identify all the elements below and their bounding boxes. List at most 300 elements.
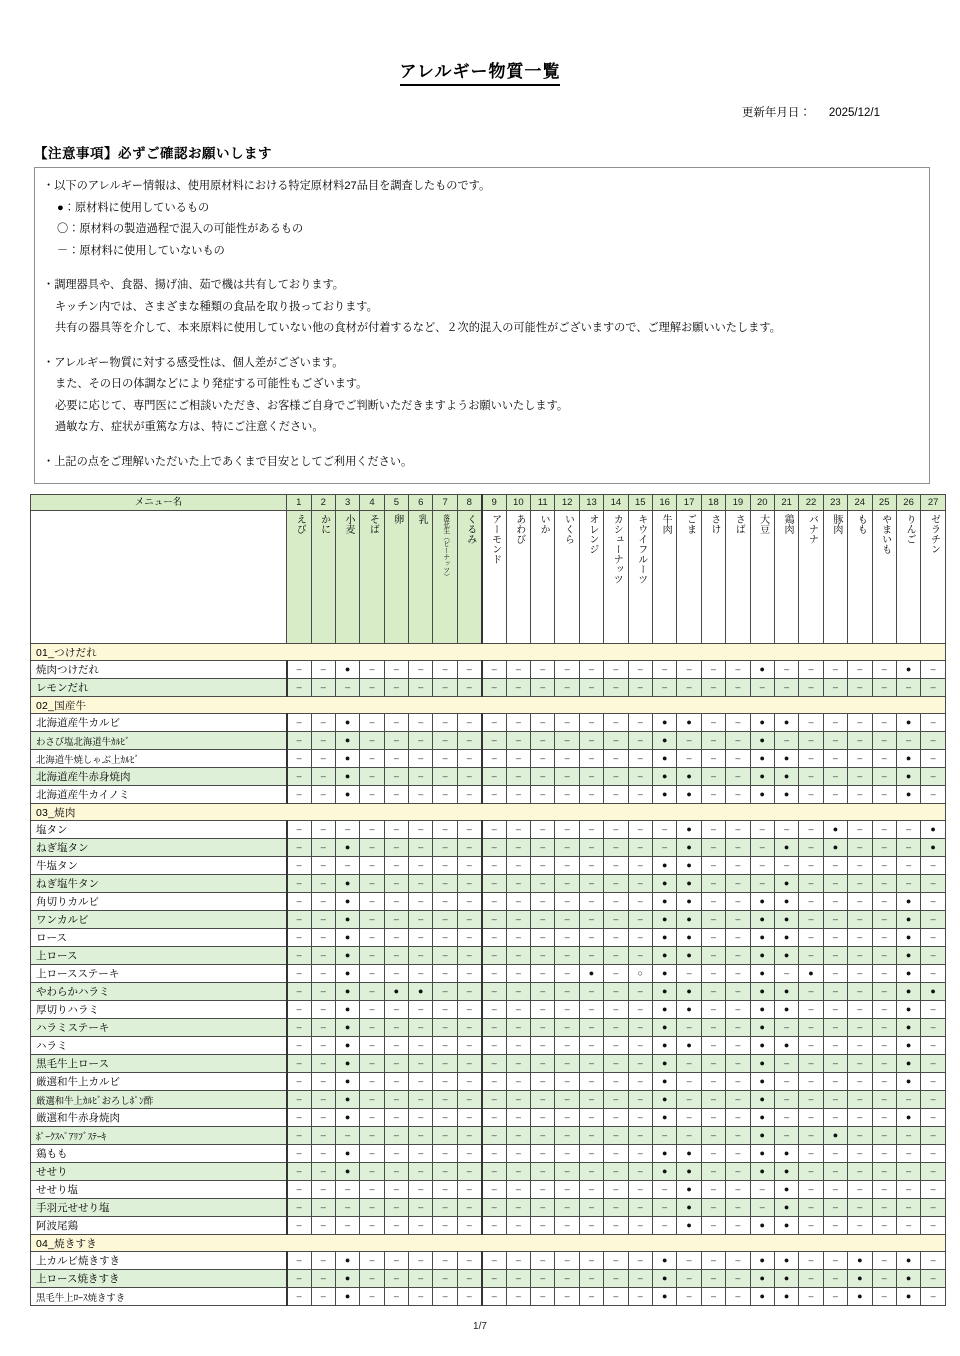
allergen-cell-2 bbox=[311, 679, 335, 697]
allergen-cell-8 bbox=[457, 1055, 481, 1073]
allergen-cell-10 bbox=[506, 732, 530, 750]
allergen-cell-23 bbox=[823, 947, 847, 965]
allergen-cell-16 bbox=[652, 947, 676, 965]
allergen-name-label: 豚肉 bbox=[830, 514, 842, 535]
allergen-name-label: あわび bbox=[513, 514, 525, 545]
table-body bbox=[31, 644, 946, 1306]
allergen-cell-5 bbox=[384, 1145, 408, 1163]
allergen-cell-5 bbox=[384, 1073, 408, 1091]
menu-item-name: せせり bbox=[31, 1163, 287, 1181]
table-row bbox=[31, 1073, 946, 1091]
allergen-cell-8 bbox=[457, 768, 481, 786]
allergen-cell-23 bbox=[823, 1163, 847, 1181]
allergen-cell-17 bbox=[677, 821, 701, 839]
allergen-cell-14 bbox=[604, 929, 628, 947]
allergen-cell-13 bbox=[579, 1073, 603, 1091]
category-label: 04_焼きすき bbox=[31, 1235, 946, 1252]
allergen-cell-7 bbox=[433, 750, 457, 768]
allergen-cell-8 bbox=[457, 1091, 481, 1109]
allergen-cell-7 bbox=[433, 1019, 457, 1037]
allergen-name-label: キウイフルーツ bbox=[635, 514, 647, 585]
column-number-2: 2 bbox=[311, 495, 335, 511]
allergen-cell-10 bbox=[506, 786, 530, 804]
allergen-cell-26 bbox=[896, 1001, 920, 1019]
allergen-cell-3 bbox=[335, 1073, 359, 1091]
allergen-cell-25 bbox=[872, 679, 896, 697]
allergen-cell-19 bbox=[726, 983, 750, 1001]
allergen-cell-4 bbox=[360, 821, 384, 839]
category-label: 02_国産牛 bbox=[31, 697, 946, 714]
allergen-header-9 bbox=[482, 511, 506, 644]
allergen-cell-18 bbox=[701, 1037, 725, 1055]
allergen-cell-13 bbox=[579, 947, 603, 965]
allergen-cell-17 bbox=[677, 661, 701, 679]
allergen-cell-9 bbox=[482, 1199, 506, 1217]
allergen-cell-8 bbox=[457, 1073, 481, 1091]
menu-item-name: やわらかハラミ bbox=[31, 983, 287, 1001]
allergen-cell-1 bbox=[287, 947, 311, 965]
allergen-cell-19 bbox=[726, 1145, 750, 1163]
allergen-cell-15 bbox=[628, 786, 652, 804]
allergen-cell-10 bbox=[506, 1217, 530, 1235]
allergen-cell-20 bbox=[750, 1091, 774, 1109]
allergen-cell-3 bbox=[335, 1270, 359, 1288]
allergen-cell-6 bbox=[409, 1109, 433, 1127]
allergen-cell-16 bbox=[652, 1252, 676, 1270]
allergen-cell-10 bbox=[506, 1037, 530, 1055]
allergen-cell-12 bbox=[555, 786, 579, 804]
allergen-name-label: くるみ bbox=[464, 514, 476, 545]
allergen-cell-14 bbox=[604, 857, 628, 875]
allergen-cell-20 bbox=[750, 1199, 774, 1217]
allergen-cell-4 bbox=[360, 750, 384, 768]
allergen-cell-15 bbox=[628, 983, 652, 1001]
allergen-table bbox=[30, 494, 946, 1306]
notice-line: 共有の器具等を介して、本来原料に使用していない他の食材が付着するなど、２次的混入の可能性がございますので、ご理解お願いいたします。 bbox=[55, 322, 781, 335]
allergen-header-7 bbox=[433, 511, 457, 644]
allergen-header-23 bbox=[823, 511, 847, 644]
table-row bbox=[31, 1127, 946, 1145]
allergen-cell-4 bbox=[360, 947, 384, 965]
allergen-cell-25 bbox=[872, 1055, 896, 1073]
allergen-cell-15 bbox=[628, 1288, 652, 1306]
allergen-cell-10 bbox=[506, 750, 530, 768]
allergen-cell-24 bbox=[848, 1037, 872, 1055]
allergen-cell-10 bbox=[506, 1091, 530, 1109]
table-row bbox=[31, 929, 946, 947]
allergen-cell-15 bbox=[628, 1055, 652, 1073]
allergen-cell-11 bbox=[531, 1288, 555, 1306]
table-row bbox=[31, 1163, 946, 1181]
allergen-cell-6 bbox=[409, 1127, 433, 1145]
allergen-cell-9 bbox=[482, 661, 506, 679]
allergen-cell-12 bbox=[555, 1217, 579, 1235]
table-row bbox=[31, 1145, 946, 1163]
allergen-cell-15 bbox=[628, 821, 652, 839]
allergen-cell-13 bbox=[579, 1181, 603, 1199]
allergen-cell-27 bbox=[921, 1019, 946, 1037]
allergen-cell-21 bbox=[774, 947, 798, 965]
allergen-cell-7 bbox=[433, 857, 457, 875]
allergen-name-label: さば bbox=[733, 514, 745, 535]
allergen-header-15 bbox=[628, 511, 652, 644]
allergen-cell-8 bbox=[457, 1109, 481, 1127]
allergen-cell-20 bbox=[750, 1181, 774, 1199]
allergen-cell-13 bbox=[579, 965, 603, 983]
menu-item-name: ハラミ bbox=[31, 1037, 287, 1055]
allergen-cell-12 bbox=[555, 893, 579, 911]
allergen-cell-5 bbox=[384, 1055, 408, 1073]
allergen-cell-10 bbox=[506, 821, 530, 839]
allergen-cell-16 bbox=[652, 1127, 676, 1145]
allergen-cell-16 bbox=[652, 1199, 676, 1217]
allergen-cell-15 bbox=[628, 1001, 652, 1019]
allergen-cell-2 bbox=[311, 947, 335, 965]
allergen-cell-23 bbox=[823, 1252, 847, 1270]
header-allergen-row bbox=[31, 511, 946, 644]
allergen-cell-12 bbox=[555, 1163, 579, 1181]
allergen-cell-27 bbox=[921, 947, 946, 965]
allergen-cell-4 bbox=[360, 875, 384, 893]
column-number-18: 18 bbox=[701, 495, 725, 511]
table-row bbox=[31, 679, 946, 697]
allergen-cell-1 bbox=[287, 1181, 311, 1199]
notice-line: ・アレルギー物質に対する感受性は、個人差がございます。 bbox=[43, 356, 344, 369]
allergen-cell-25 bbox=[872, 1217, 896, 1235]
allergen-cell-16 bbox=[652, 1037, 676, 1055]
allergen-header-26 bbox=[896, 511, 920, 644]
allergen-cell-17 bbox=[677, 1001, 701, 1019]
allergen-cell-17 bbox=[677, 750, 701, 768]
allergen-cell-19 bbox=[726, 1037, 750, 1055]
allergen-header-8 bbox=[457, 511, 481, 644]
allergen-cell-4 bbox=[360, 661, 384, 679]
allergen-cell-6 bbox=[409, 1199, 433, 1217]
allergen-cell-11 bbox=[531, 786, 555, 804]
allergen-cell-9 bbox=[482, 768, 506, 786]
allergen-cell-24 bbox=[848, 983, 872, 1001]
allergen-cell-15 bbox=[628, 1019, 652, 1037]
allergen-cell-24 bbox=[848, 661, 872, 679]
allergen-cell-27 bbox=[921, 1252, 946, 1270]
allergen-cell-5 bbox=[384, 1091, 408, 1109]
allergen-cell-2 bbox=[311, 965, 335, 983]
allergen-cell-17 bbox=[677, 857, 701, 875]
allergen-cell-8 bbox=[457, 857, 481, 875]
allergen-cell-7 bbox=[433, 1270, 457, 1288]
allergen-cell-13 bbox=[579, 857, 603, 875]
allergen-name-label: オレンジ bbox=[586, 514, 598, 555]
allergen-cell-4 bbox=[360, 679, 384, 697]
allergen-cell-24 bbox=[848, 679, 872, 697]
allergen-cell-16 bbox=[652, 750, 676, 768]
allergen-cell-14 bbox=[604, 821, 628, 839]
allergen-cell-20 bbox=[750, 947, 774, 965]
allergen-cell-17 bbox=[677, 714, 701, 732]
column-number-25: 25 bbox=[872, 495, 896, 511]
table-row bbox=[31, 1019, 946, 1037]
allergen-cell-26 bbox=[896, 750, 920, 768]
allergen-cell-8 bbox=[457, 1270, 481, 1288]
allergen-cell-4 bbox=[360, 929, 384, 947]
category-label: 03_焼肉 bbox=[31, 804, 946, 821]
allergen-cell-16 bbox=[652, 1055, 676, 1073]
allergen-cell-14 bbox=[604, 1127, 628, 1145]
allergen-cell-3 bbox=[335, 1145, 359, 1163]
allergen-cell-11 bbox=[531, 1127, 555, 1145]
allergen-cell-12 bbox=[555, 1270, 579, 1288]
allergen-cell-1 bbox=[287, 661, 311, 679]
allergen-cell-10 bbox=[506, 1109, 530, 1127]
menu-item-name: 北海道産牛カルビ bbox=[31, 714, 287, 732]
allergen-cell-24 bbox=[848, 1199, 872, 1217]
allergen-cell-18 bbox=[701, 768, 725, 786]
allergen-header-4 bbox=[360, 511, 384, 644]
allergen-cell-23 bbox=[823, 1217, 847, 1235]
allergen-cell-20 bbox=[750, 1127, 774, 1145]
allergen-cell-22 bbox=[799, 1073, 823, 1091]
allergen-cell-17 bbox=[677, 983, 701, 1001]
table-row bbox=[31, 1217, 946, 1235]
allergen-cell-7 bbox=[433, 1217, 457, 1235]
allergen-cell-22 bbox=[799, 661, 823, 679]
allergen-cell-12 bbox=[555, 1252, 579, 1270]
allergen-cell-13 bbox=[579, 1163, 603, 1181]
allergen-cell-6 bbox=[409, 1055, 433, 1073]
allergen-cell-18 bbox=[701, 929, 725, 947]
allergen-cell-3 bbox=[335, 947, 359, 965]
allergen-cell-27 bbox=[921, 1288, 946, 1306]
table-row bbox=[31, 875, 946, 893]
allergen-cell-25 bbox=[872, 839, 896, 857]
allergen-cell-24 bbox=[848, 1127, 872, 1145]
allergen-cell-20 bbox=[750, 839, 774, 857]
allergen-cell-2 bbox=[311, 821, 335, 839]
allergen-cell-2 bbox=[311, 1127, 335, 1145]
allergen-cell-15 bbox=[628, 1073, 652, 1091]
allergen-name-label: かに bbox=[318, 514, 330, 535]
allergen-cell-8 bbox=[457, 661, 481, 679]
allergen-cell-4 bbox=[360, 893, 384, 911]
allergen-cell-4 bbox=[360, 732, 384, 750]
allergen-cell-25 bbox=[872, 1145, 896, 1163]
allergen-cell-3 bbox=[335, 1217, 359, 1235]
allergen-cell-5 bbox=[384, 786, 408, 804]
allergen-cell-3 bbox=[335, 661, 359, 679]
allergen-cell-8 bbox=[457, 983, 481, 1001]
allergen-cell-25 bbox=[872, 1091, 896, 1109]
allergen-cell-7 bbox=[433, 1073, 457, 1091]
notice-line: －：原材料に使用していないもの bbox=[57, 244, 225, 257]
allergen-cell-20 bbox=[750, 1145, 774, 1163]
allergen-cell-22 bbox=[799, 1037, 823, 1055]
allergen-cell-19 bbox=[726, 911, 750, 929]
allergen-cell-18 bbox=[701, 875, 725, 893]
allergen-cell-22 bbox=[799, 1055, 823, 1073]
table-head bbox=[31, 495, 946, 644]
allergen-cell-3 bbox=[335, 857, 359, 875]
allergen-cell-27 bbox=[921, 911, 946, 929]
allergen-cell-9 bbox=[482, 1127, 506, 1145]
allergen-cell-6 bbox=[409, 1252, 433, 1270]
category-row bbox=[31, 1235, 946, 1252]
column-number-20: 20 bbox=[750, 495, 774, 511]
allergen-header-2 bbox=[311, 511, 335, 644]
column-number-9: 9 bbox=[482, 495, 506, 511]
allergen-cell-8 bbox=[457, 893, 481, 911]
allergen-cell-5 bbox=[384, 875, 408, 893]
allergen-cell-7 bbox=[433, 1001, 457, 1019]
allergen-table-wrap bbox=[30, 494, 940, 1306]
allergen-cell-9 bbox=[482, 1252, 506, 1270]
allergen-cell-16 bbox=[652, 786, 676, 804]
allergen-cell-1 bbox=[287, 1019, 311, 1037]
allergen-cell-16 bbox=[652, 1019, 676, 1037]
allergen-cell-13 bbox=[579, 1055, 603, 1073]
allergen-cell-27 bbox=[921, 732, 946, 750]
menu-item-name: ねぎ塩タン bbox=[31, 839, 287, 857]
allergen-cell-22 bbox=[799, 1288, 823, 1306]
allergen-cell-21 bbox=[774, 1091, 798, 1109]
allergen-header-21 bbox=[774, 511, 798, 644]
allergen-cell-3 bbox=[335, 1127, 359, 1145]
allergen-cell-16 bbox=[652, 732, 676, 750]
menu-item-name: 牛塩タン bbox=[31, 857, 287, 875]
allergen-cell-24 bbox=[848, 947, 872, 965]
allergen-cell-25 bbox=[872, 1073, 896, 1091]
table-row bbox=[31, 821, 946, 839]
allergen-header-12 bbox=[555, 511, 579, 644]
allergen-cell-21 bbox=[774, 1019, 798, 1037]
allergen-cell-21 bbox=[774, 750, 798, 768]
allergen-cell-6 bbox=[409, 821, 433, 839]
allergen-cell-3 bbox=[335, 1055, 359, 1073]
allergen-cell-26 bbox=[896, 1199, 920, 1217]
allergen-cell-20 bbox=[750, 786, 774, 804]
allergen-cell-16 bbox=[652, 1001, 676, 1019]
allergen-cell-18 bbox=[701, 1199, 725, 1217]
allergen-cell-1 bbox=[287, 1055, 311, 1073]
allergen-cell-26 bbox=[896, 911, 920, 929]
allergen-cell-20 bbox=[750, 929, 774, 947]
allergen-cell-4 bbox=[360, 857, 384, 875]
allergen-cell-9 bbox=[482, 929, 506, 947]
allergen-cell-17 bbox=[677, 1037, 701, 1055]
allergen-cell-19 bbox=[726, 857, 750, 875]
allergen-cell-14 bbox=[604, 768, 628, 786]
table-row bbox=[31, 911, 946, 929]
allergen-cell-10 bbox=[506, 857, 530, 875]
menu-item-name: 上ロースステーキ bbox=[31, 965, 287, 983]
allergen-cell-1 bbox=[287, 768, 311, 786]
allergen-cell-13 bbox=[579, 911, 603, 929]
allergen-name-label: 小麦 bbox=[343, 514, 354, 535]
allergen-cell-27 bbox=[921, 983, 946, 1001]
notice-spacer bbox=[43, 340, 921, 353]
allergen-cell-27 bbox=[921, 893, 946, 911]
allergen-cell-13 bbox=[579, 1252, 603, 1270]
allergen-cell-5 bbox=[384, 965, 408, 983]
allergen-cell-26 bbox=[896, 857, 920, 875]
allergen-cell-26 bbox=[896, 947, 920, 965]
allergen-cell-26 bbox=[896, 732, 920, 750]
allergen-cell-4 bbox=[360, 965, 384, 983]
allergen-cell-3 bbox=[335, 1163, 359, 1181]
allergen-cell-18 bbox=[701, 893, 725, 911]
allergen-cell-15 bbox=[628, 929, 652, 947]
allergen-cell-2 bbox=[311, 786, 335, 804]
page-footer: 1/7 bbox=[473, 1321, 487, 1332]
allergen-cell-18 bbox=[701, 750, 725, 768]
allergen-header-6 bbox=[409, 511, 433, 644]
allergen-cell-21 bbox=[774, 1001, 798, 1019]
allergen-cell-9 bbox=[482, 1288, 506, 1306]
allergen-cell-18 bbox=[701, 1270, 725, 1288]
allergen-cell-22 bbox=[799, 1252, 823, 1270]
allergen-cell-15 bbox=[628, 1091, 652, 1109]
allergen-cell-4 bbox=[360, 1001, 384, 1019]
allergen-cell-17 bbox=[677, 1019, 701, 1037]
allergen-cell-3 bbox=[335, 679, 359, 697]
allergen-cell-13 bbox=[579, 1288, 603, 1306]
allergen-cell-3 bbox=[335, 1109, 359, 1127]
allergen-cell-21 bbox=[774, 1073, 798, 1091]
allergen-cell-23 bbox=[823, 983, 847, 1001]
allergen-cell-24 bbox=[848, 1109, 872, 1127]
allergen-cell-6 bbox=[409, 661, 433, 679]
allergen-cell-18 bbox=[701, 1109, 725, 1127]
allergen-cell-13 bbox=[579, 1109, 603, 1127]
allergen-cell-3 bbox=[335, 1091, 359, 1109]
allergen-cell-14 bbox=[604, 661, 628, 679]
allergen-cell-9 bbox=[482, 893, 506, 911]
allergen-name-label: 牛肉 bbox=[660, 514, 672, 535]
allergen-cell-25 bbox=[872, 768, 896, 786]
allergen-cell-16 bbox=[652, 839, 676, 857]
allergen-cell-9 bbox=[482, 1163, 506, 1181]
allergen-cell-11 bbox=[531, 1001, 555, 1019]
column-number-23: 23 bbox=[823, 495, 847, 511]
allergen-cell-18 bbox=[701, 911, 725, 929]
allergen-cell-21 bbox=[774, 983, 798, 1001]
allergen-cell-16 bbox=[652, 768, 676, 786]
allergen-cell-10 bbox=[506, 768, 530, 786]
allergen-cell-11 bbox=[531, 911, 555, 929]
allergen-cell-4 bbox=[360, 839, 384, 857]
allergen-cell-15 bbox=[628, 714, 652, 732]
allergen-cell-6 bbox=[409, 893, 433, 911]
menu-item-name: 上ロース bbox=[31, 947, 287, 965]
allergen-cell-22 bbox=[799, 1199, 823, 1217]
allergen-cell-11 bbox=[531, 732, 555, 750]
allergen-cell-23 bbox=[823, 732, 847, 750]
allergen-cell-21 bbox=[774, 1181, 798, 1199]
column-number-13: 13 bbox=[579, 495, 603, 511]
allergen-cell-6 bbox=[409, 1288, 433, 1306]
allergen-cell-23 bbox=[823, 1270, 847, 1288]
column-number-14: 14 bbox=[604, 495, 628, 511]
allergen-cell-22 bbox=[799, 1127, 823, 1145]
menu-item-name: 上カルビ焼きすき bbox=[31, 1252, 287, 1270]
allergen-cell-10 bbox=[506, 893, 530, 911]
allergen-cell-10 bbox=[506, 1145, 530, 1163]
allergen-cell-2 bbox=[311, 714, 335, 732]
allergen-cell-7 bbox=[433, 947, 457, 965]
allergen-cell-23 bbox=[823, 750, 847, 768]
allergen-cell-8 bbox=[457, 911, 481, 929]
allergen-cell-17 bbox=[677, 1109, 701, 1127]
allergen-cell-25 bbox=[872, 929, 896, 947]
